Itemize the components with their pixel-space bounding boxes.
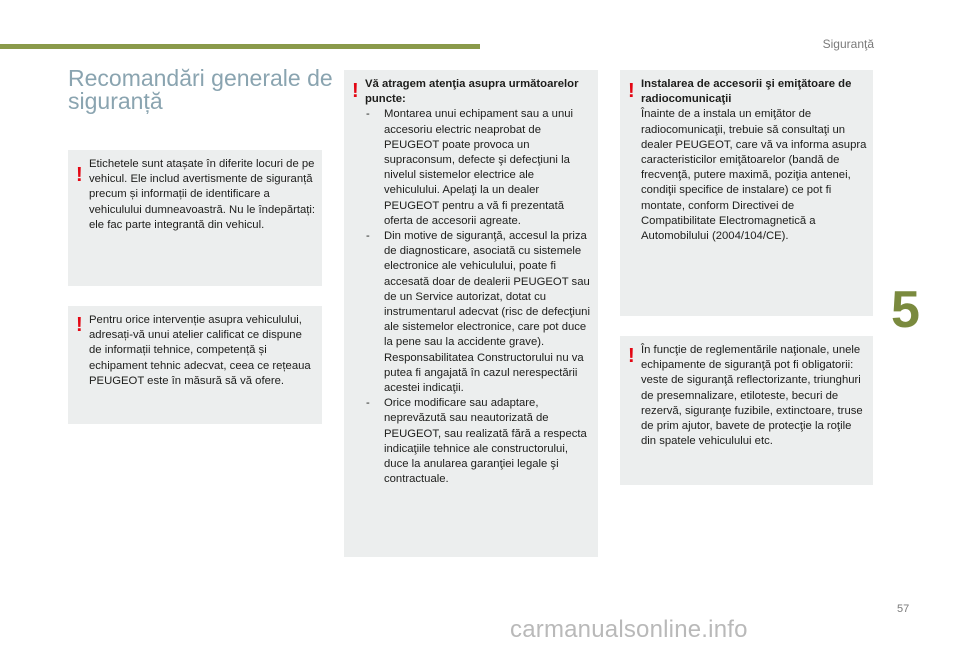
list-item: - Orice modificare sau adaptare, neprevăzută sau neautorizată de PEUGEOT, sau realizată fără a respecta indicaţiile tehnice ale constructorului, duce la anularea garanţiei legale şi contractuale. (366, 397, 587, 486)
warning-icon: ! (628, 80, 635, 102)
service-warning-box (68, 306, 322, 424)
warning-icon: ! (628, 345, 635, 367)
page-number: 57 (897, 603, 910, 615)
chapter-number: 5 (891, 281, 920, 339)
regulations-warning-box (620, 336, 873, 485)
warning-icon: ! (352, 80, 359, 102)
accessories-warning-box (620, 70, 873, 316)
watermark: carmanualsonline.info (510, 616, 748, 643)
page-title: Recomandări generale de siguranță (68, 65, 333, 114)
header-accent-bar (0, 44, 480, 49)
attention-warning-box (344, 70, 598, 557)
section-title: Siguranţă (822, 37, 874, 51)
accessories-text: Înainte de a instala un emiţător de radiocomunicaţii, trebuie să consultaţi un dealer PEUGEOT, care vă va informa asupra caracteristicilor emiţătoarelor (bandă de frecvenţă, putere maximă, poziţia antenei, condiţii specifice de instalare) ce pot fi montate, conform Directivei de Compatibilitate Electromagnetică a Automobilului (2004/104/CE). (641, 108, 867, 243)
list-item: - Montarea unui echipament sau a unui accesoriu electric neaprobat de PEUGEOT poate provoca un supraconsum, defecte şi defecţiuni la nivelul sistemelor electrice ale vehiculului. Apelaţi la un dealer PEUGEOT pentru a vă fi prezentată oferta de accesorii agreate. (366, 108, 574, 227)
attention-heading: Vă atragem atenţia asupra următoarelor puncte: (365, 78, 579, 106)
labels-text: Etichetele sunt atașate în diferite locuri de pe vehicul. Ele includ avertismente de siguranță precum și informații de identificare a vehiculului dumneavoastră. Nu le îndepărtați: ele fac parte integrantă din vehicul. (89, 158, 316, 231)
accessories-heading: Instalarea de accesorii şi emiţătoare de radiocomunicaţii (641, 78, 852, 106)
warning-icon: ! (76, 314, 83, 336)
attention-list (365, 107, 592, 487)
regulations-text: În funcţie de reglementările naţionale, unele echipamente de siguranţă pot fi obligatorii: veste de siguranţă reflectorizante, triunghuri de presemnalizare, etiloteste, becuri de rezervă, siguranţe fuzibile, extinctoare, truse de prim ajutor, bavete de protecţie la roţile din spatele vehiculului etc. (641, 344, 863, 448)
list-item: - Din motive de siguranţă, accesul la priza de diagnosticare, asociată cu sistemele electronice ale vehiculului, poate fi accesată doar de dealerii PEUGEOT sau de un Service autorizat, dotat cu instrumentarul adecvat (risc de defecţiuni ale sistemelor electronice, care pot duce la pene sau la accidente grave). Responsabilitatea Constructorului nu va putea fi angajată în cazul nerespectării acestei indicaţii. (366, 230, 590, 395)
warning-icon: ! (76, 164, 83, 186)
service-text: Pentru orice intervenție asupra vehiculului, adresați-vă unui atelier calificat ce dispune de informații tehnice, competență și echipament tehnic adecvat, ceea ce rețeaua PEUGEOT este în măsură să vă ofere. (89, 314, 311, 387)
labels-warning-box (68, 150, 322, 286)
